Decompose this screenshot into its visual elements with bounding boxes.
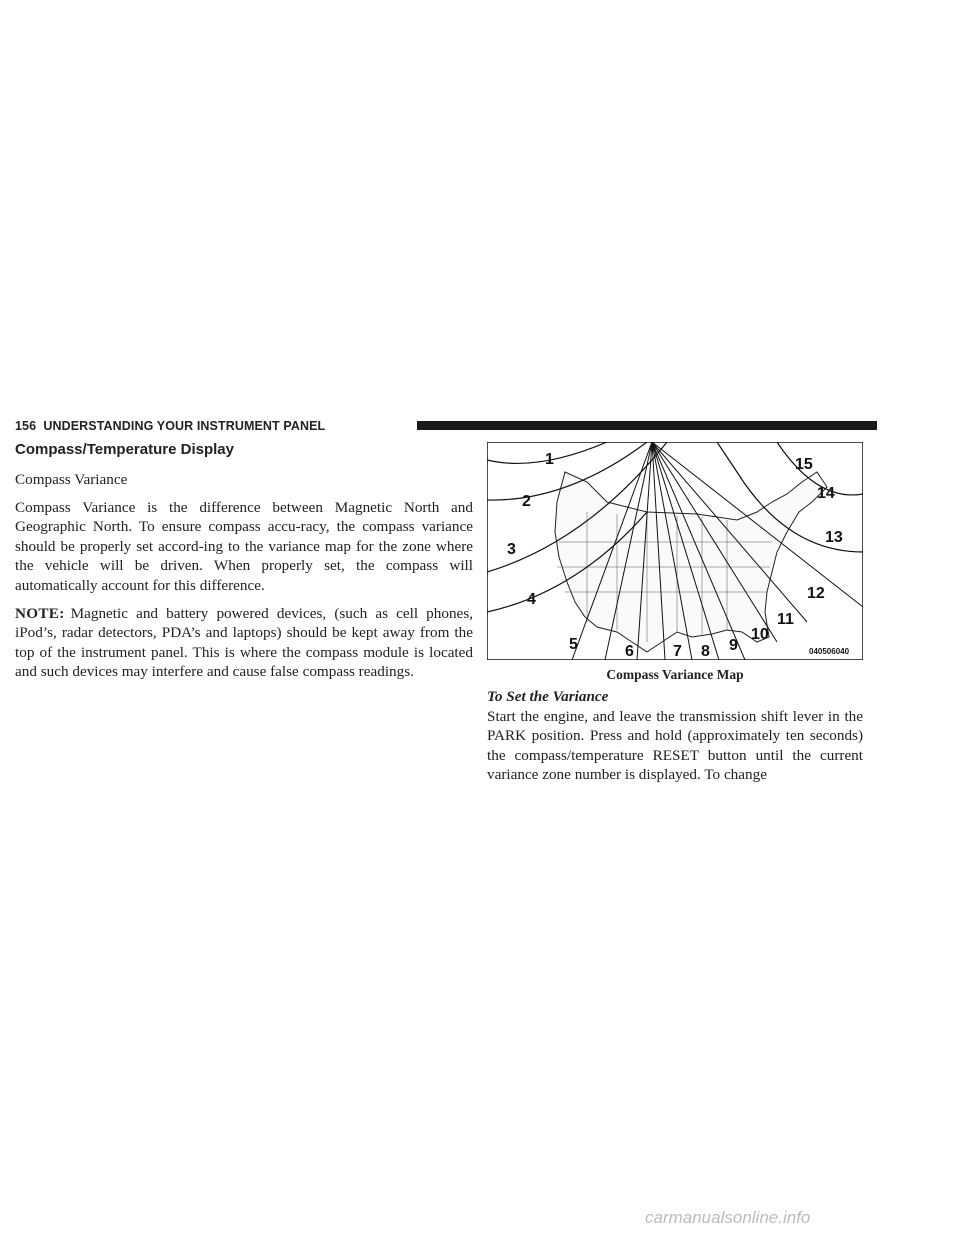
running-header (15, 419, 865, 435)
section-title: Compass/Temperature Display (15, 441, 234, 458)
paragraph-set-variance: Start the engine, and leave the transmission shift lever in the PARK position. Press and hold (approximately ten seconds) the compass/temperature RESET button until the current variance zone number is displayed. To change (487, 707, 863, 784)
zone-8: 8 (701, 643, 710, 660)
right-column (487, 687, 863, 785)
zone-15: 15 (795, 456, 813, 473)
zone-7: 7 (673, 643, 682, 660)
watermark: carmanualsonline.info (645, 1208, 811, 1227)
page-number: 156 (15, 419, 37, 433)
zone-3: 3 (507, 541, 516, 558)
header-text (15, 419, 325, 433)
zone-6: 6 (625, 643, 634, 660)
zone-11: 11 (777, 611, 794, 628)
map-illustration (487, 442, 863, 660)
running-title: UNDERSTANDING YOUR INSTRUMENT PANEL (43, 419, 326, 433)
zone-13: 13 (825, 529, 843, 546)
subhead-set-variance: To Set the Variance (487, 688, 609, 705)
zone-1: 1 (545, 451, 554, 468)
figure-code: 040506040 (809, 647, 850, 656)
zone-5: 5 (569, 636, 578, 653)
note-paragraph (15, 604, 473, 682)
zone-9: 9 (729, 637, 738, 654)
paragraph-variance-definition: Compass Variance is the difference between Magnetic North and Geographic North. To ensure compass accu-racy, the compass variance should be properly set accord-ing to the variance map for the zone where the vehicle will be driven. When properly set, the compass will automatically account for this difference. (15, 498, 473, 594)
note-text: Magnetic and battery powered devices, (such as cell phones, iPod’s, radar detectors, PDA’s and laptops) should be kept away from the top of the instrument panel. This is where the compass module is located and such devices may interfere and cause false compass readings. (15, 604, 473, 681)
note-label: NOTE: (15, 604, 65, 622)
header-rule (417, 421, 877, 430)
zone-2: 2 (522, 493, 531, 510)
figure-caption: Compass Variance Map (606, 667, 744, 682)
left-column (15, 470, 473, 690)
zone-4: 4 (527, 591, 536, 608)
zone-10: 10 (751, 626, 769, 643)
compass-variance-map (487, 442, 863, 660)
zone-14: 14 (817, 485, 835, 502)
zone-12: 12 (807, 585, 825, 602)
subhead-compass-variance: Compass Variance (15, 471, 128, 488)
